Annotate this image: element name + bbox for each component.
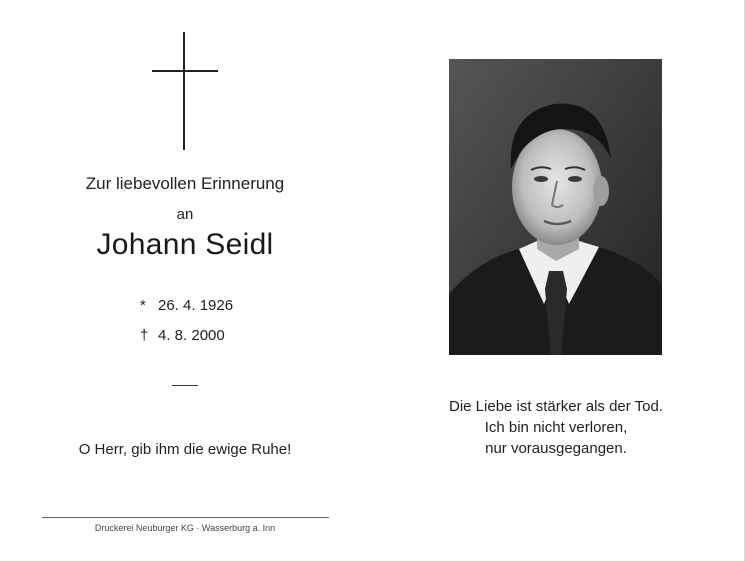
birth-symbol: * — [140, 297, 146, 314]
prayer-text: O Herr, gib ihm die ewige Ruhe! — [78, 441, 292, 458]
quote-line-3: nur vorausgegangen. — [485, 440, 627, 457]
birth-date: 26. 4. 1926 — [158, 297, 234, 314]
cross-icon — [152, 32, 218, 150]
birth-line — [140, 291, 233, 321]
footer-rule — [42, 517, 329, 518]
memorial-intro: Zur liebevollen Erinnerung — [85, 174, 285, 193]
printer-credit: Druckerei Neuburger KG · Wasserburg a. Inn — [94, 523, 276, 533]
quote-line-2: Ich bin nicht verloren, — [484, 419, 628, 436]
life-dates — [140, 291, 233, 351]
memorial-an: an — [176, 206, 194, 223]
death-date: 4. 8. 2000 — [158, 327, 225, 344]
portrait-photo — [449, 59, 662, 355]
deceased-name: Johann Seidl — [96, 228, 274, 261]
portrait-illustration — [449, 59, 662, 355]
death-line — [140, 321, 233, 351]
death-symbol: † — [140, 327, 149, 344]
separator-dash — [172, 385, 198, 386]
quote-line-1: Die Liebe ist stärker als der Tod. — [449, 398, 663, 415]
